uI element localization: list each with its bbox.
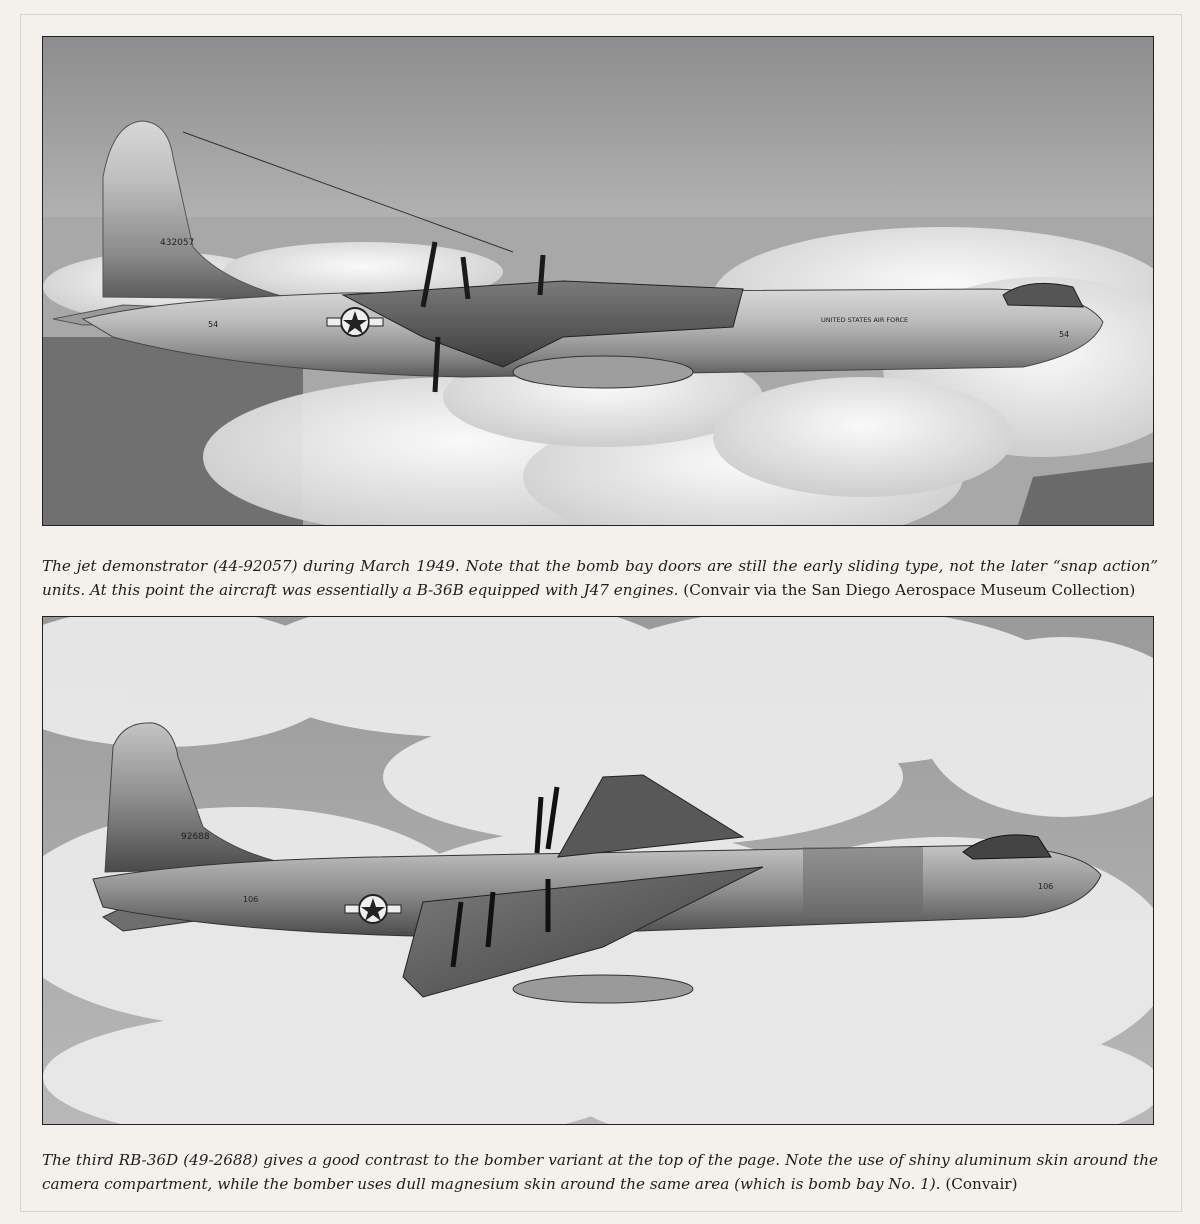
- caption-bottom-text: The third RB-36D (49-2688) gives a good contrast to the bomber variant at the top of the page. Note the use of shiny aluminum skin around the camera compartment, while the bomber uses dull magnesium skin around the same area (which is bomb bay No. 1).: [42, 1151, 1158, 1193]
- buzz-number-nose: 54: [1059, 330, 1070, 339]
- photo-rb-36d: [42, 616, 1154, 1125]
- tail-number: 432057: [160, 238, 195, 248]
- buzz-number-tail: 54: [208, 320, 219, 329]
- caption-top-text: The jet demonstrator (44-92057) during March 1949. Note that the bomb bay doors are still the early sliding type, not the later “snap action” units. At this point the aircraft was essentially a B-36B equipped with J47 engines.: [42, 557, 1158, 599]
- caption-bottom: [42, 1148, 1158, 1196]
- tail-number: 92688: [181, 832, 210, 842]
- caption-top-credit: (Convair via the San Diego Aerospace Museum Collection): [683, 581, 1136, 599]
- buzz-number-tail: 106: [243, 895, 259, 904]
- caption-bottom-credit: (Convair): [945, 1175, 1018, 1193]
- fuselage-text: UNITED STATES AIR FORCE: [821, 316, 909, 324]
- buzz-number-nose: 106: [1038, 882, 1054, 891]
- caption-top: [42, 554, 1158, 602]
- photo-jet-demonstrator: [42, 36, 1154, 526]
